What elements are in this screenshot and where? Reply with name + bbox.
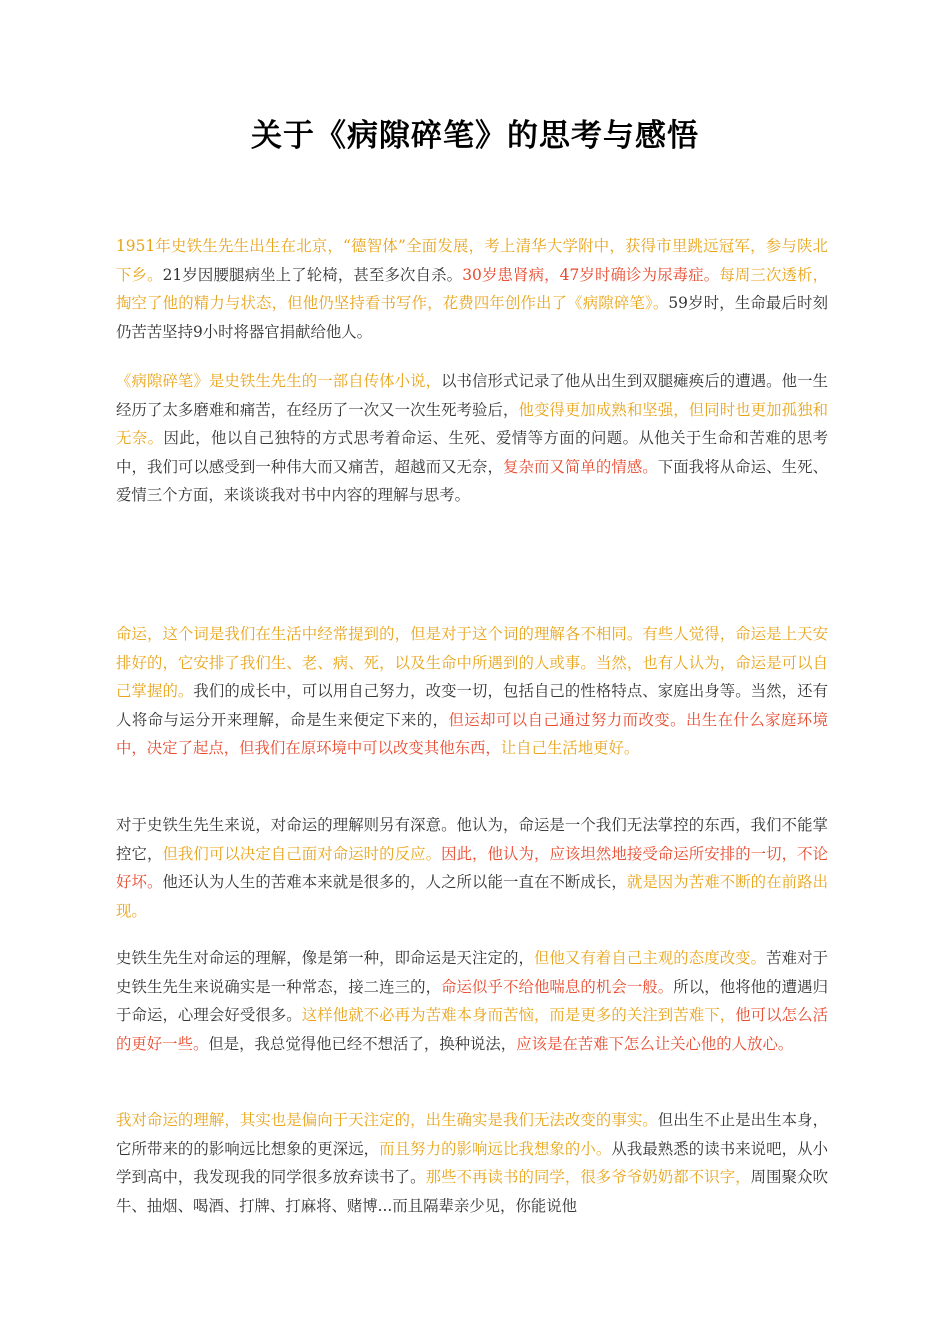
text-segment: 但他又有着自己主观的态度改变。 <box>533 949 767 967</box>
text-segment: 他还认为人生的苦难本来就是很多的，人之所以能一直在不断成长， <box>162 873 627 892</box>
text-segment: 让自己生活地更好。 <box>500 739 640 758</box>
text-segment: 命运，这个词是我们在生活中经常提到的，但是对于这个词的理解各不相同。有些人觉得，命运是上天安排好的，它安排了我们生、老、病、死，以及生命中所遇到的人或事。当然，也有人认为，命运是可以自己掌握的。 <box>116 625 828 701</box>
text-segment: 应该是在苦难下怎么让关心他的人放心。 <box>516 1034 794 1053</box>
text-segment: 30岁患肾病，47岁时确诊为尿毒症。 <box>462 265 720 284</box>
paragraph-author-fate-analysis <box>116 944 828 1058</box>
text-segment: 苦难对于史铁生先生来说确实是一种常态，接二连三的， <box>116 949 828 996</box>
text-segment: 就是因为苦难不断的在前路出现。 <box>116 873 828 920</box>
text-segment: 因此，他认为，应该坦然地接受命运所安排的一切，不论好坏。 <box>116 844 828 892</box>
text-segment: 对于史铁生先生来说，对命运的理解则另有深意。他认为，命运是一个我们无法掌控的东西，我们不能掌控它， <box>116 816 828 863</box>
paragraph-author-fate-view <box>116 811 828 925</box>
text-segment: 21岁因腰腿病坐上了轮椅，甚至多次自杀。 <box>162 265 463 284</box>
text-segment: 这样他就不必再为苦难本身而苦恼，而是更多的关注到苦难下， <box>301 1006 736 1025</box>
text-segment: 那些不再读书的同学，很多爷爷奶奶都不识字， <box>425 1168 751 1187</box>
text-segment: 他可以怎么活的更好一些。 <box>116 1006 828 1053</box>
text-segment: 命运似乎不给他喘息的机会一般。 <box>441 977 674 996</box>
paragraph-book-overview <box>116 367 828 510</box>
text-segment: 但我们可以决定自己面对命运时的反应。 <box>162 844 442 863</box>
text-segment: 1951年史铁生先生出生在北京，“德智体”全面发展，考上清华大学附中，获得市里跳远冠军，参与陕北下乡。 <box>116 237 828 284</box>
text-segment: 我们的成长中，可以用自己努力，改变一切，包括自己的性格特点、家庭出身等。当然，还有人将命与运分开来理解，命是生来便定下来的， <box>116 682 828 729</box>
text-segment: 每周三次透析，掏空了他的精力与状态，但他仍坚持看书写作，花费四年创作出了《病隙碎笔》。 <box>116 265 828 313</box>
text-segment: 但是，我总觉得他已经不想活了，换种说法， <box>208 1034 517 1053</box>
paragraph-intro-biography <box>116 232 828 346</box>
text-segment: 但运却可以自己通过努力而改变。出生在什么家庭环境中，决定了起点，但我们在原环境中可以改变其他东西， <box>116 710 828 758</box>
text-segment: 下面我将从命运、生死、爱情三个方面，来谈谈我对书中内容的理解与思考。 <box>116 457 828 505</box>
text-segment: 但出生不止是出生本身，它所带来的的影响远比想象的更深远， <box>116 1111 828 1158</box>
text-segment: 我对命运的理解，其实也是偏向于天注定的，出生确实是我们无法改变的事实。 <box>116 1111 658 1129</box>
text-segment: 《病隙碎笔》是史铁生先生的一部自传体小说， <box>116 372 442 390</box>
paragraph-my-fate-view <box>116 1106 828 1220</box>
text-segment: 以书信形式记录了他从出生到双腿瘫痪后的遭遇。他一生经历了太多磨难和痛苦，在经历了一次又一次生死考验后， <box>116 372 828 419</box>
text-segment: 59岁时，生命最后时刻仍苦苦坚持9小时将器官捐献给他人。 <box>116 294 828 341</box>
text-segment: 他变得更加成熟和坚强，但同时也更加孤独和无奈。 <box>116 400 828 448</box>
page-title: 关于《病隙碎笔》的思考与感悟 <box>251 118 699 154</box>
paragraph-fate-definition <box>116 620 828 763</box>
text-segment: 而且努力的影响远比我想象的小。 <box>379 1139 612 1158</box>
text-segment: 所以，他将他的遭遇归于命运，心理会好受很多。 <box>116 977 828 1025</box>
text-segment: 史铁生先生对命运的理解，像是第一种，即命运是天注定的， <box>116 949 534 967</box>
text-segment: 从我最熟悉的读书来说吧，从小学到高中，我发现我的同学很多放弃读书了。 <box>116 1139 828 1187</box>
text-segment: 因此，他以自己独特的方式思考着命运、生死、爱情等方面的问题。从他关于生命和苦难的思考中，我们可以感受到一种伟大而又痛苦，超越而又无奈， <box>116 429 828 476</box>
text-segment: 复杂而又简单的情感。 <box>502 457 658 476</box>
text-segment: 周围聚众吹牛、抽烟、喝酒、打牌、打麻将、赌博...而且隔辈亲少见，你能说他 <box>116 1168 828 1215</box>
